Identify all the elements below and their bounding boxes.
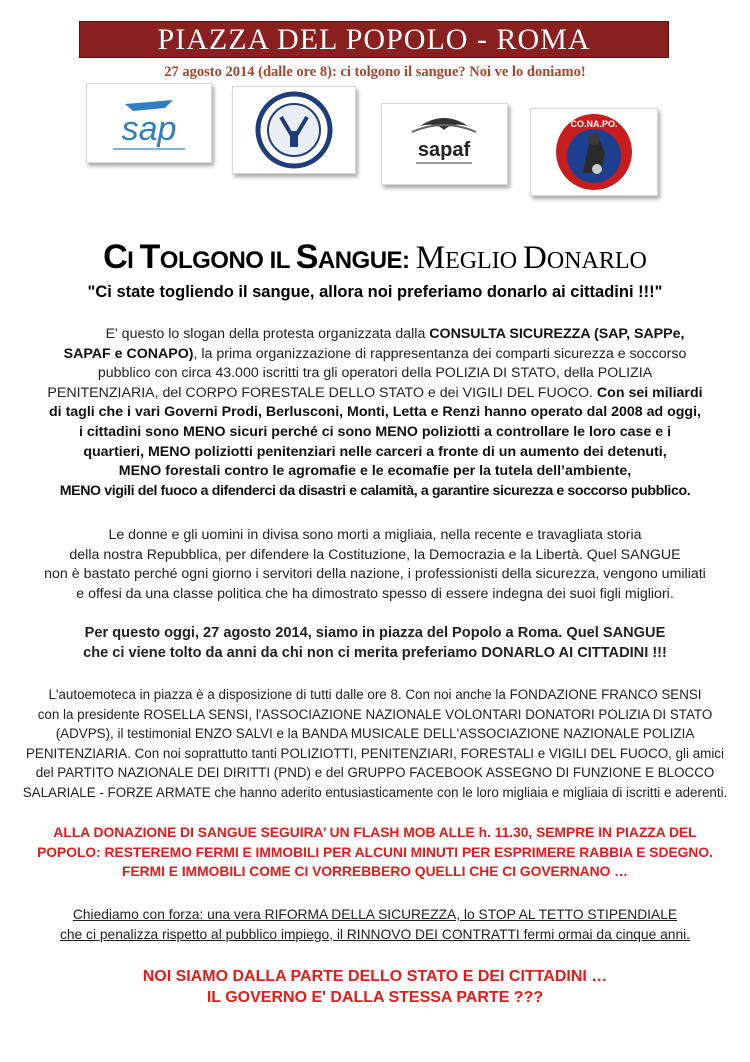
- headline-cap-t: T: [139, 238, 160, 276]
- text-line-red: NOI SIAMO DALLA PARTE DELLO STATO E DEI CITTADINI …: [142, 968, 608, 985]
- paragraph-consulta: [14, 325, 736, 501]
- text-line: della nostra Repubblica, per difendere la Costituzione, la Democrazia e la Libertà. Quel SANGUE: [69, 546, 681, 563]
- headline-cap-s: S: [295, 238, 318, 276]
- main-headline: [0, 238, 750, 277]
- text-line-red: FERMI E IMMOBILI COME CI VORREBBERO QUELLI CHE CI GOVERNANO …: [122, 864, 628, 880]
- text-line: SALARIALE - FORZE ARMATE che hanno aderito entusiasticamente con le loro migliaia e migliaia di iscritti e aderenti.: [22, 784, 728, 800]
- text-line-red: ALLA DONAZIONE DI SANGUE SEGUIRA’ UN FLASH MOB ALLE h. 11.30, SEMPRE IN PIAZZA DEL: [53, 825, 697, 840]
- headline-part: EGLIO: [445, 248, 524, 274]
- sappe-logo-graphic: [233, 87, 355, 173]
- paragraph-chiediamo: [14, 905, 736, 944]
- text-line: non è bastato perché ogni giorno i servitori della nazione, i professionisti della sicurezza, vengono umiliati: [44, 566, 706, 583]
- text-line-bold: che ci viene tolto da anni da chi non ci merita preferiamo DONARLO AI CITTADINI !!!: [83, 644, 667, 661]
- paragraph-donne-uomini: [14, 526, 736, 604]
- text-line-bold: Per questo oggi, 27 agosto 2014, siamo in piazza del Popolo a Roma. Quel SANGUE: [84, 625, 666, 641]
- text-line: PENITENZIARIA, del CORPO FORESTALE DELLO STATO e dei VIGILI DEL FUOCO.: [47, 384, 597, 401]
- text-line-bold: i cittadini sono MENO sicuri perché ci sono MENO poliziotti a controllare le loro case e i: [78, 423, 672, 440]
- paragraph-autoemoteca: [14, 685, 736, 803]
- sap-logo: [86, 83, 212, 163]
- headline-part: I: [127, 247, 140, 274]
- text-line: del PARTITO NAZIONALE DEI DIRITTI (PND) e del GRUPPO FACEBOOK ASSEGNO DI FUNZIONE E BLOCCO: [35, 765, 715, 781]
- sapaf-logo-text: sapaf: [417, 139, 471, 161]
- text-line: con la presidente ROSELLA SENSI, l'ASSOCIAZIONE NAZIONALE VOLONTARI DONATORI POLIZIA DI STATO: [37, 706, 713, 722]
- paragraph-flash-mob: [14, 823, 736, 882]
- sappe-logo-text: SAPPE: [282, 98, 306, 105]
- headline-cap-c: C: [103, 238, 128, 276]
- headline-part: OLGONO IL: [159, 247, 296, 274]
- text-line-bold: quartieri, MENO poliziotti penitenziari nelle carceri a fronte di un aumento dei detenuti,: [83, 443, 667, 460]
- text-line: E' questo lo slogan della protesta organizzata dalla: [105, 326, 430, 342]
- text-line-bold: di tagli che i vari Governi Prodi, Berlusconi, Monti, Letta e Renzi hanno operato dal 2008 ad oggi,: [49, 404, 701, 421]
- text-line-red: POPOLO: RESTEREMO FERMI E IMMOBILI PER ALCUNI MINUTI PER ESPRIMERE RABBIA E SDEGNO.: [37, 844, 713, 860]
- text-line-bold: SAPAF e CONAPO): [63, 345, 194, 362]
- conapo-logo-text: CO.NA.PO.: [570, 119, 618, 129]
- text-line: e offesi da una classe politica che ha dimostrato spesso di essere indegna dei suoi figli migliori.: [76, 585, 674, 602]
- conapo-logo: [530, 108, 658, 196]
- text-line: pubblico con circa 43.000 iscritti tra gli operatori della POLIZIA DI STATO, della POLIZIA: [97, 365, 653, 382]
- headline-part: ANGUE:: [317, 247, 416, 274]
- slogan-quote: "Ci state togliendo il sangue, allora noi preferiamo donarlo ai cittadini !!!": [87, 283, 663, 301]
- text-line-bold: CONSULTA SICUREZZA (SAP, SAPPe,: [429, 326, 685, 342]
- text-line-bold: Con sei miliardi: [596, 384, 703, 401]
- text-line-underlined: che ci penalizza rispetto al pubblico impiego, il RINNOVO DEI CONTRATTI fermi ormai da cinque anni.: [59, 926, 691, 942]
- text-line: (ADVPS), il testimonial ENZO SALVI e la BANDA MUSICALE DELL'ASSOCIAZIONE NAZIONALE POLIZIA: [55, 726, 695, 742]
- banner-text: PIAZZA DEL POPOLO - ROMA: [157, 22, 591, 56]
- text-line: , la prima organizzazione di rappresentanza dei comparti sicurezza e soccorso: [193, 345, 687, 362]
- headline-serif-part: [415, 240, 647, 276]
- headline-part: ONARLO: [546, 248, 647, 274]
- text-line: Le donne e gli uomini in divisa sono morti a migliaia, nella recente e travagliata storia: [108, 527, 642, 543]
- text-line-underlined: Chiediamo con forza: una vera RIFORMA DELLA SICUREZZA, lo STOP AL TETTO STIPENDIALE: [72, 907, 678, 922]
- text-line-bold: MENO vigili del fuoco a difenderci da disastri e calamità, a garantire sicurezza e soccorso pubblico.: [59, 482, 691, 499]
- text-line: PENITENZIARIA. Con noi soprattutto tanti POLIZIOTTI, PENITENZIARI, FORESTALI e VIGILI DEL FUOCO, gli amici: [26, 745, 724, 761]
- text-line: L'autoemoteca in piazza è a disposizione di tutti dalle ore 8. Con noi anche la FONDAZIONE FRANCO SENSI: [48, 687, 702, 702]
- paragraph-closing: [14, 966, 736, 1008]
- sapaf-logo-graphic: [382, 104, 507, 184]
- conapo-logo-graphic: [531, 109, 657, 195]
- sapaf-logo: [381, 103, 508, 185]
- sappe-logo: [232, 86, 356, 174]
- sap-logo-text: sap: [121, 110, 177, 148]
- text-line-red: IL GOVERNO E' DALLA STESSA PARTE ???: [206, 989, 544, 1006]
- event-subtitle: 27 agosto 2014 (dalle ore 8): ci tolgono il sangue? Noi ve lo doniamo!: [164, 64, 586, 80]
- headline-cap-d: D: [523, 240, 547, 276]
- title-banner: [79, 21, 669, 58]
- text-line-bold: MENO forestali contro le agromafie e le ecomafie per la tutela dell’ambiente,: [118, 463, 632, 480]
- paragraph-per-questo: [14, 624, 736, 663]
- sap-logo-graphic: [87, 84, 211, 162]
- headline-cap-m: M: [415, 240, 446, 276]
